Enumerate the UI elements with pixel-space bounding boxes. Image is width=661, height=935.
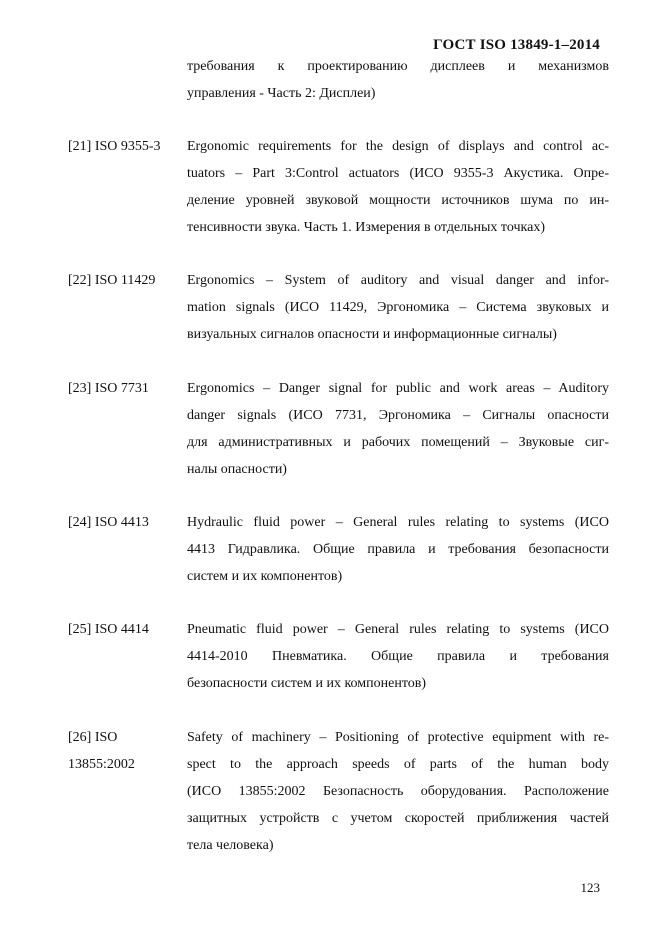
reference-text-line: защитных устройств с учетом скоростей приближения частей	[187, 811, 609, 826]
reference-text	[187, 133, 609, 241]
reference-text-line: Hydraulic fluid power – General rules relating to systems (ИСО	[187, 515, 609, 530]
reference-text-line: налы опасности)	[187, 462, 287, 477]
reference-text-line: Ergonomics – Danger signal for public and work areas – Auditory	[187, 381, 609, 396]
reference-text	[187, 375, 609, 483]
reference-id: [22] ISO 11429	[68, 273, 156, 288]
reference-text-line: Pneumatic fluid power – General rules relating to systems (ИСО	[187, 622, 609, 637]
reference-text-line: mation signals (ИСО 11429, Эргономика – Система звуковых и	[187, 300, 609, 315]
reference-text-line: систем и их компонентов)	[187, 569, 343, 584]
reference-text	[187, 267, 609, 348]
reference-text	[187, 509, 609, 590]
reference-text	[187, 616, 609, 697]
reference-text-line: безопасности систем и их компонентов)	[187, 676, 427, 691]
reference-text	[187, 724, 609, 859]
reference-text-line: визуальных сигналов опасности и информационные сигналы)	[187, 327, 557, 342]
reference-text-line: tuators – Part 3:Control actuators (ИСО 9355-3 Акустика. Опре-	[187, 166, 609, 181]
reference-text-line: Ergonomic requirements for the design of displays and control ac-	[187, 139, 609, 154]
reference-text-line: тенсивности звука. Часть 1. Измерения в отдельных точках)	[187, 220, 545, 235]
reference-text-line: тела человека)	[187, 838, 274, 853]
reference-text	[187, 53, 609, 107]
reference-text-line: 4413 Гидравлика. Общие правила и требования безопасности	[187, 542, 609, 557]
reference-text-line: требования к проектированию дисплеев и механизмов	[187, 59, 609, 74]
page-header: ГОСТ ISO 13849-1–2014	[433, 37, 600, 53]
reference-text-line: Safety of machinery – Positioning of protective equipment with re-	[187, 730, 609, 745]
reference-text-line: управления - Часть 2: Дисплеи)	[187, 86, 376, 101]
page-number: 123	[580, 880, 600, 895]
reference-text-line: Ergonomics – System of auditory and visual danger and infor-	[187, 273, 609, 288]
reference-text-line: деление уровней звуковой мощности источников шума по ин-	[187, 193, 609, 208]
reference-id: [24] ISO 4413	[68, 515, 149, 530]
reference-id	[68, 724, 180, 778]
reference-id-line: 13855:2002	[68, 757, 135, 772]
reference-text-line: 4414-2010 Пневматика. Общие правила и требования	[187, 649, 609, 664]
reference-id: [25] ISO 4414	[68, 622, 149, 637]
reference-id: [21] ISO 9355-3	[68, 139, 161, 154]
reference-text-line: spect to the approach speeds of parts of the human body	[187, 757, 609, 772]
reference-id: [23] ISO 7731	[68, 381, 149, 396]
reference-text-line: для административных и рабочих помещений – Звуковые сиг-	[187, 435, 609, 450]
reference-text-line: (ИСО 13855:2002 Безопасность оборудования. Расположение	[187, 784, 609, 799]
reference-id-line: [26] ISO	[68, 730, 118, 745]
reference-text-line: danger signals (ИСО 7731, Эргономика – Сигналы опасности	[187, 408, 609, 423]
